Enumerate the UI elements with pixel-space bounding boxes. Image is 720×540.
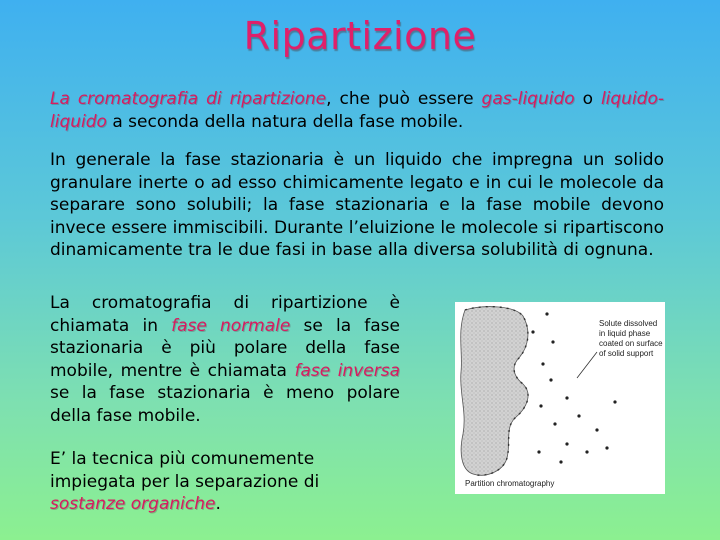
- solid-support-particle: [461, 307, 528, 476]
- general-paragraph: In generale la fase stazionaria è un liquido che impregna un solido granulare inerte o ad esso chimicamente legato e in cui le molecole da separare sono solubili; la fase stazionaria e la fase mobile devono invece essere immiscibili. Durante l’eluizione le molecole si ripartiscono dinamicamente tra le due fasi in base alla diversa solubilità di ognuna.: [50, 150, 664, 260]
- phases-paragraph: [50, 292, 400, 427]
- phases-text-1: La cromatografia di ripartizione è chiamata in: [50, 293, 400, 336]
- partition-chromatography-figure: [455, 302, 665, 494]
- term-liquid-liquid: liquido-liquido: [50, 89, 664, 132]
- phases-text-3: se la fase stazionaria è meno polare della fase mobile.: [50, 383, 400, 426]
- slide-title: Ripartizione: [243, 14, 477, 58]
- label-leader-line: [577, 352, 597, 378]
- intro-paragraph: [50, 88, 664, 133]
- usage-paragraph: [50, 448, 350, 516]
- term-organic-substances: sostanze organiche: [50, 494, 216, 514]
- term-normal-phase: fase normale: [171, 315, 291, 336]
- usage-text-1: E’ la tecnica più comunemente impiegata per la separazione di: [50, 449, 320, 492]
- intro-text-3: a seconda della natura della fase mobile.: [106, 111, 464, 132]
- figure-caption: Partition chromatography: [465, 479, 555, 488]
- figure-label-line-3: coated on surface: [599, 339, 663, 348]
- intro-text-2: o: [574, 89, 601, 109]
- usage-text-2: .: [215, 494, 221, 514]
- term-partition-chromatography: La cromatografia di ripartizione: [50, 89, 327, 109]
- term-gas-liquid: gas-liquido: [481, 89, 575, 109]
- figure-label-line-4: of solid support: [599, 349, 654, 358]
- intro-text-1: , che può essere: [326, 89, 482, 109]
- term-reverse-phase: fase inversa: [294, 360, 400, 381]
- figure-illustration: [455, 302, 665, 494]
- figure-label-line-1: Solute dissolved: [599, 319, 658, 328]
- figure-label-line-2: in liquid phase: [599, 329, 651, 338]
- phases-text-2: se la fase stazionaria è più polare della fase mobile, mentre è chiamata: [50, 315, 400, 381]
